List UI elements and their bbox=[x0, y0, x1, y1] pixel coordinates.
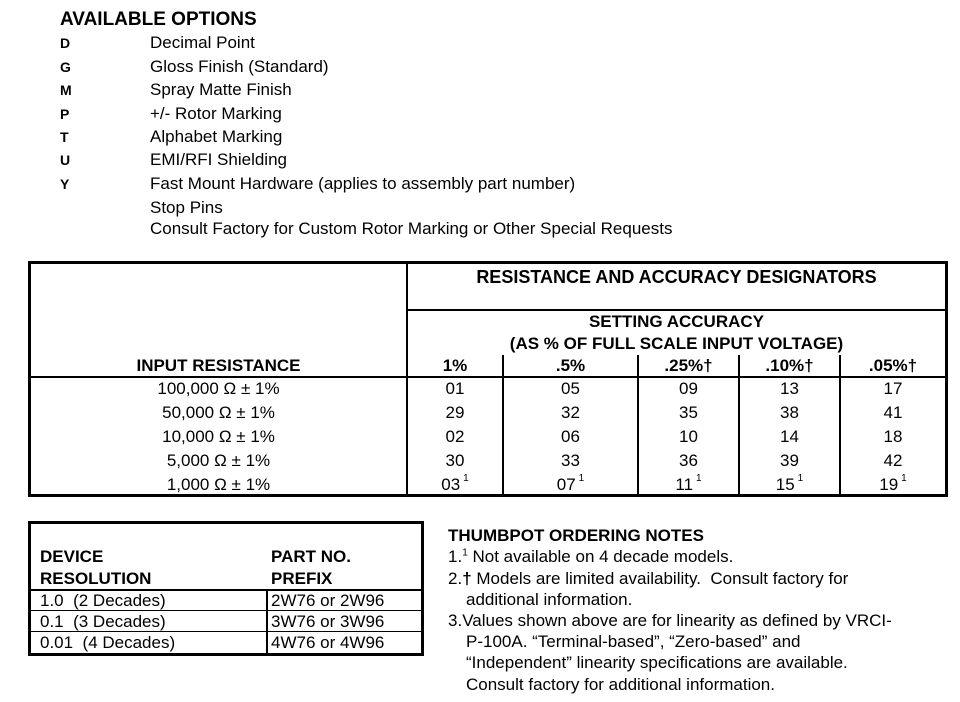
code-value: 19 bbox=[879, 475, 899, 494]
accuracy-subheader: (AS % OF FULL SCALE INPUT VOLTAGE) bbox=[509, 334, 844, 353]
option-desc: Fast Mount Hardware (applies to assembly part number) bbox=[150, 174, 576, 193]
note-text: Values shown above are for linearity as defined by VRCI- bbox=[462, 611, 892, 630]
code-cell bbox=[639, 475, 738, 495]
prefix-header: PREFIX bbox=[271, 569, 333, 588]
column-header: .05%† bbox=[868, 356, 918, 375]
dagger-symbol: † bbox=[462, 569, 472, 588]
input-resistance-header: INPUT RESISTANCE bbox=[136, 356, 301, 375]
option-code: G bbox=[60, 59, 71, 75]
options-title: AVAILABLE OPTIONS bbox=[60, 9, 257, 30]
device-resolution-table bbox=[28, 521, 424, 656]
option-code: U bbox=[60, 152, 71, 168]
note-number: 2. bbox=[448, 569, 463, 588]
prefix-cell: 3W76 or 3W96 bbox=[271, 612, 385, 631]
option-desc: Decimal Point bbox=[150, 33, 255, 52]
footnote-marker: 1 bbox=[696, 473, 702, 484]
note-text: Not available on 4 decade models. bbox=[472, 547, 734, 566]
option-desc: Consult Factory for Custom Rotor Marking or Other Special Requests bbox=[150, 219, 673, 238]
code-cell: 13 bbox=[780, 379, 799, 398]
footnote-marker: 1 bbox=[463, 473, 469, 484]
code-cell: 42 bbox=[883, 451, 903, 470]
option-desc: +/- Rotor Marking bbox=[150, 104, 282, 123]
code-cell: 09 bbox=[679, 379, 698, 398]
footnote-marker: 1 bbox=[462, 547, 468, 559]
footnote-marker: 1 bbox=[797, 473, 804, 484]
code-value: 07 bbox=[556, 475, 576, 494]
code-cell: 18 bbox=[883, 427, 903, 446]
option-desc: Alphabet Marking bbox=[150, 127, 283, 146]
footnote-marker: 1 bbox=[578, 473, 585, 484]
code-cell bbox=[408, 475, 502, 495]
resolution-cell: 0.1 (3 Decades) bbox=[40, 612, 166, 631]
table-divider bbox=[31, 376, 945, 378]
code-cell: 39 bbox=[780, 451, 799, 470]
code-cell: 01 bbox=[445, 379, 465, 398]
code-cell: 17 bbox=[883, 379, 903, 398]
footnote-marker: 1 bbox=[901, 473, 907, 484]
code-value: 15 bbox=[775, 475, 795, 494]
code-cell: 36 bbox=[679, 451, 698, 470]
resistance-cell: 100,000 Ω ± 1% bbox=[157, 379, 280, 398]
notes-title: THUMBPOT ORDERING NOTES bbox=[448, 526, 704, 545]
code-cell: 29 bbox=[445, 403, 465, 422]
column-header: .10%† bbox=[765, 356, 814, 375]
option-desc: Gloss Finish (Standard) bbox=[150, 57, 329, 76]
column-header: .5% bbox=[555, 356, 586, 375]
code-cell: 02 bbox=[445, 427, 465, 446]
option-code: D bbox=[60, 35, 71, 51]
resistance-accuracy-table bbox=[28, 261, 948, 497]
option-code: M bbox=[60, 82, 72, 98]
code-cell bbox=[504, 475, 637, 495]
code-cell: 30 bbox=[445, 451, 465, 470]
note-1 bbox=[448, 547, 733, 567]
note-number: 1. bbox=[448, 547, 463, 566]
note-3-continued: Consult factory for additional information. bbox=[466, 675, 775, 694]
code-cell: 38 bbox=[780, 403, 799, 422]
table-divider bbox=[408, 309, 945, 311]
prefix-cell: 4W76 or 4W96 bbox=[271, 633, 385, 652]
option-code: T bbox=[60, 129, 69, 145]
resistance-cell: 50,000 Ω ± 1% bbox=[162, 403, 275, 422]
note-2-continued: additional information. bbox=[466, 590, 633, 609]
code-cell: 14 bbox=[780, 427, 799, 446]
part-no-header: PART NO. bbox=[271, 547, 351, 566]
code-value: 11 bbox=[675, 475, 694, 494]
option-desc: EMI/RFI Shielding bbox=[150, 150, 287, 169]
note-text: Models are limited availability. Consult factory for bbox=[471, 569, 849, 588]
resolution-cell: 1.0 (2 Decades) bbox=[40, 591, 166, 610]
prefix-cell: 2W76 or 2W96 bbox=[271, 591, 385, 610]
resistance-cell: 5,000 Ω ± 1% bbox=[166, 451, 271, 470]
resistance-cell: 1,000 Ω ± 1% bbox=[166, 475, 271, 494]
note-2 bbox=[448, 569, 848, 589]
resolution-header: RESOLUTION bbox=[40, 569, 152, 588]
option-desc: Stop Pins bbox=[150, 198, 223, 217]
note-3 bbox=[448, 611, 892, 631]
accuracy-header: SETTING ACCURACY bbox=[588, 312, 765, 331]
code-value: 03 bbox=[441, 475, 461, 494]
code-cell: 35 bbox=[679, 403, 698, 422]
code-cell bbox=[740, 475, 839, 495]
code-cell: 10 bbox=[679, 427, 698, 446]
code-cell: 33 bbox=[561, 451, 580, 470]
resolution-cell: 0.01 (4 Decades) bbox=[40, 633, 176, 652]
option-desc: Spray Matte Finish bbox=[150, 80, 292, 99]
table-divider bbox=[266, 589, 268, 653]
code-cell: 41 bbox=[883, 403, 903, 422]
column-header: .25%† bbox=[664, 356, 713, 375]
code-cell: 05 bbox=[561, 379, 580, 398]
option-code: Y bbox=[60, 176, 70, 192]
device-header: DEVICE bbox=[40, 547, 104, 566]
note-3-continued: “Independent” linearity specifications are available. bbox=[466, 653, 848, 672]
code-cell bbox=[841, 475, 945, 495]
code-cell: 06 bbox=[561, 427, 580, 446]
option-code: P bbox=[60, 106, 70, 122]
column-header: 1% bbox=[442, 356, 468, 375]
resistance-cell: 10,000 Ω ± 1% bbox=[162, 427, 275, 446]
note-3-continued: P-100A. “Terminal-based”, “Zero-based” and bbox=[466, 632, 801, 651]
code-cell: 32 bbox=[561, 403, 580, 422]
table-title: RESISTANCE AND ACCURACY DESIGNATORS bbox=[476, 267, 877, 287]
note-number: 3. bbox=[448, 611, 463, 630]
